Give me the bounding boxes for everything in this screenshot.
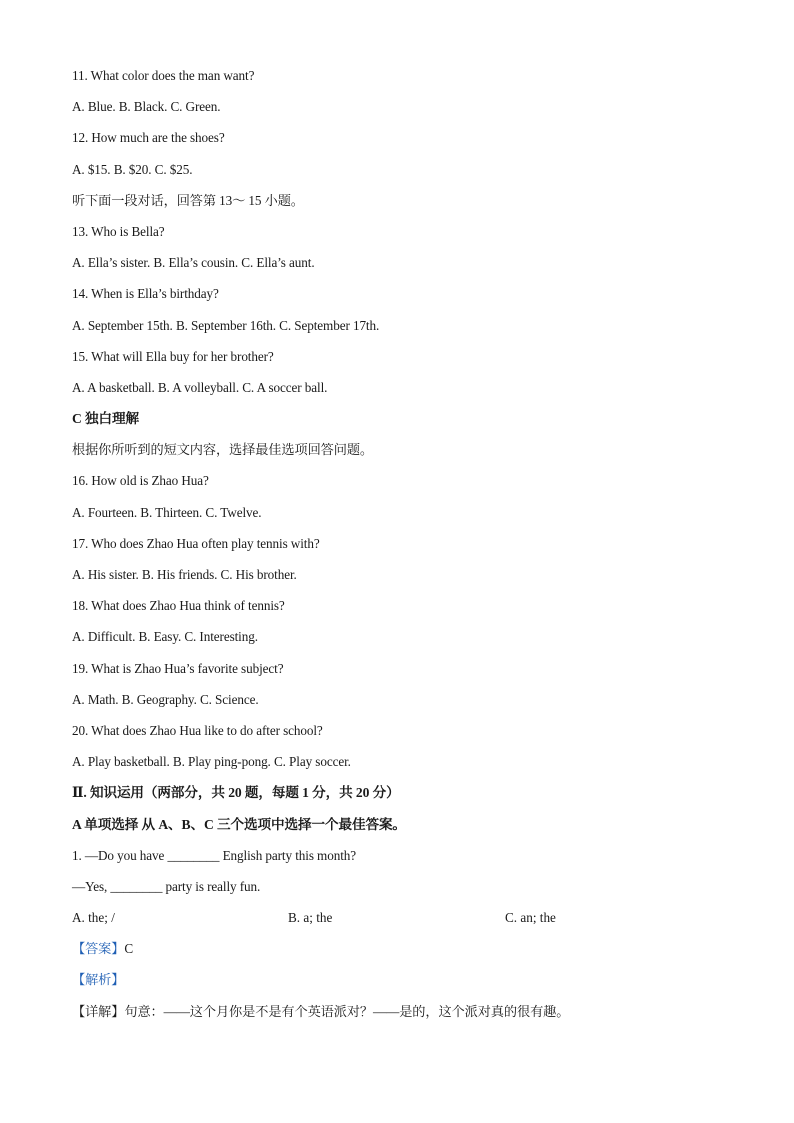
question-12: 12. How much are the shoes? <box>72 130 225 146</box>
detail-line <box>72 1002 732 1033</box>
question-18-options: A. Difficult. B. Easy. C. Interesting. <box>72 629 258 645</box>
option-b: B. a; the <box>288 910 333 926</box>
question-20-options: A. Play basketball. B. Play ping-pong. C. Play soccer. <box>72 754 351 770</box>
section-heading-single-choice: A 单项选择 从 A、B、C 三个选项中选择一个最佳答案。 <box>72 816 406 832</box>
question-14: 14. When is Ella’s birthday? <box>72 286 219 302</box>
dialogue-instruction: 听下面一段对话，回答第 13～ 15 小题。 <box>72 192 304 208</box>
question-1-line-2: —Yes, ________ party is really fun. <box>72 878 261 894</box>
question-1-line-1: 1. —Do you have ________ English party this month? <box>72 847 356 863</box>
detail-label: 【详解】 <box>72 1003 125 1019</box>
question-18: 18. What does Zhao Hua think of tennis? <box>72 598 285 614</box>
analysis-line <box>72 970 732 1001</box>
question-15: 15. What will Ella buy for her brother? <box>72 348 274 364</box>
option-a: A. the; / <box>72 910 115 926</box>
question-20: 20. What does Zhao Hua like to do after school? <box>72 722 323 738</box>
question-11: 11. What color does the man want? <box>72 68 255 83</box>
question-14-options: A. September 15th. B. September 16th. C. September 17th. <box>72 317 380 333</box>
question-16-options: A. Fourteen. B. Thirteen. C. Twelve. <box>72 504 262 520</box>
detail-text: 句意：——这个月你是不是有个英语派对？——是的，这个派对真的很有趣。 <box>124 1003 570 1019</box>
question-12-options: A. $15. B. $20. C. $25. <box>72 161 193 177</box>
part-heading-knowledge: Ⅱ. 知识运用（两部分，共 20 题，每题 1 分，共 20 分） <box>72 785 400 801</box>
question-17-options: A. His sister. B. His friends. C. His brother. <box>72 567 297 582</box>
question-13-options: A. Ella’s sister. B. Ella’s cousin. C. Ella’s aunt. <box>72 255 315 271</box>
answer-line <box>72 939 732 970</box>
analysis-label: 【解析】 <box>72 972 125 988</box>
answer-label: 【答案】 <box>72 941 125 957</box>
question-11-options: A. Blue. B. Black. C. Green. <box>72 99 221 115</box>
question-19-options: A. Math. B. Geography. C. Science. <box>72 691 259 707</box>
section-heading-monologue: C 独白理解 <box>72 411 139 427</box>
monologue-instruction: 根据你所听到的短文内容，选择最佳选项回答问题。 <box>72 442 374 458</box>
answer-value: C <box>124 941 134 957</box>
document-page <box>72 66 732 1033</box>
question-1-options <box>72 908 732 939</box>
question-13: 13. Who is Bella? <box>72 223 165 239</box>
question-19: 19. What is Zhao Hua’s favorite subject? <box>72 660 284 676</box>
question-15-options: A. A basketball. B. A volleyball. C. A soccer ball. <box>72 379 328 395</box>
question-17: 17. Who does Zhao Hua often play tennis with? <box>72 535 320 551</box>
option-c: C. an; the <box>505 910 556 926</box>
question-16: 16. How old is Zhao Hua? <box>72 473 209 489</box>
